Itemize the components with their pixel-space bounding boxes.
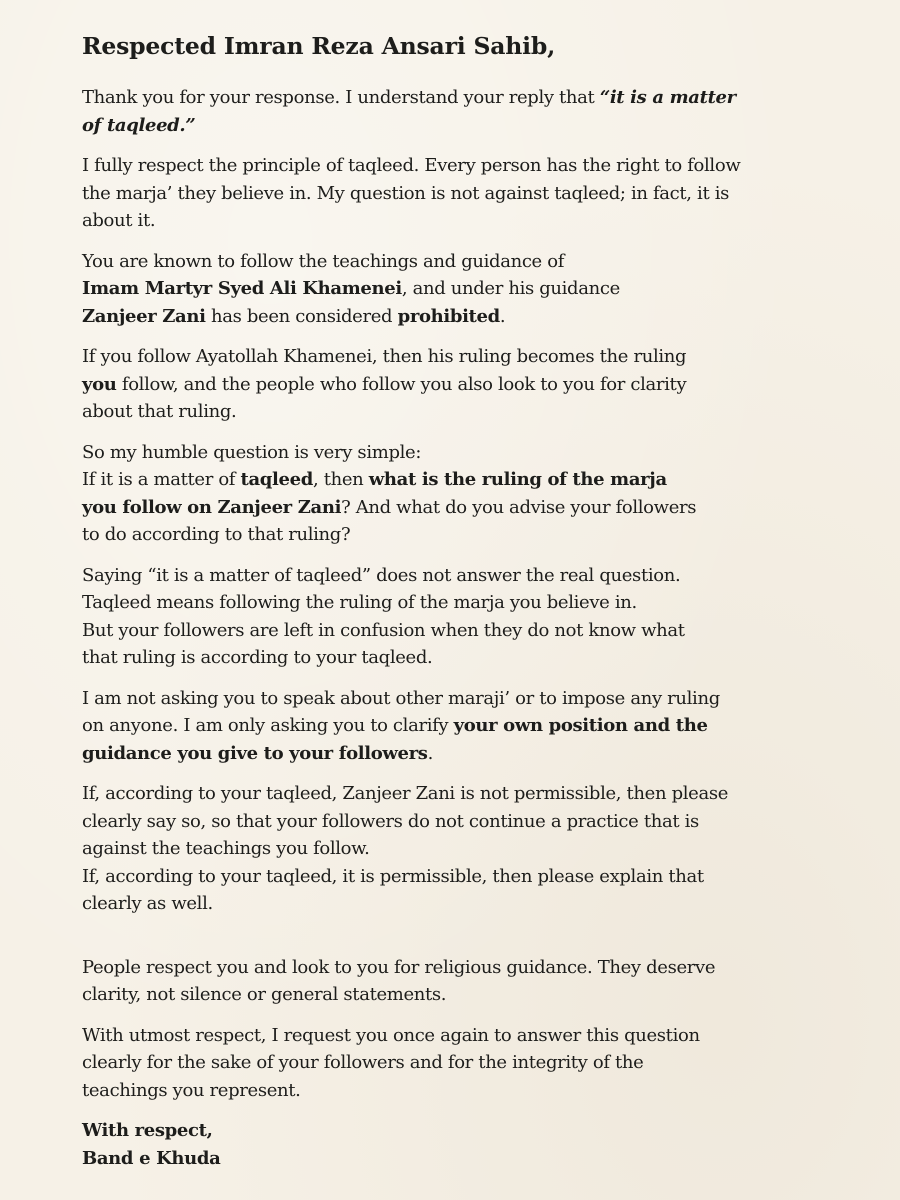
line: Taqleed means following the ruling of the marja you believe in. — [82, 592, 637, 613]
paragraph-follow-ruling — [82, 343, 820, 426]
line: You are known to follow the teachings and guidance of — [82, 250, 565, 272]
line: against the teachings you follow. — [82, 838, 370, 859]
line: the marja’ they believe in. My question is not against taqleed; in fact, it is — [82, 182, 729, 204]
line: I am not asking you to speak about other maraji’ or to impose any ruling — [82, 687, 720, 709]
bold-term: prohibited — [397, 305, 500, 327]
quote-emphasis: of taqleed.” — [82, 114, 196, 136]
line: clearly say so, so that your followers do not continue a practice that is — [82, 810, 699, 832]
paragraph-confusion — [82, 562, 820, 672]
line — [82, 466, 820, 494]
line: If, according to your taqleed, it is permissible, then please explain that — [82, 865, 704, 887]
line — [82, 84, 820, 112]
line: about it. — [82, 210, 156, 231]
line: I fully respect the principle of taqleed. Every person has the right to follow — [82, 155, 741, 176]
bold-question: what is the ruling of the marja — [368, 469, 667, 490]
paragraph-question — [82, 439, 820, 549]
salutation: Respected Imran Reza Ansari Sahib, — [82, 32, 556, 60]
signature-name: Band e Khuda — [82, 1148, 221, 1169]
line: clearly for the sake of your followers and for the integrity of the — [82, 1052, 644, 1073]
text: ? And what do you advise your followers — [341, 496, 697, 518]
paragraph-respect-taqleed — [82, 152, 820, 235]
line: clarity, not silence or general statements. — [82, 984, 447, 1005]
text: has been considered — [205, 305, 398, 327]
text: , then — [312, 469, 369, 490]
line — [82, 712, 820, 740]
paragraph-thanks — [82, 84, 820, 139]
line: If, according to your taqleed, Zanjeer Zani is not permissible, then please — [82, 783, 729, 804]
line: Saying “it is a matter of taqleed” does not answer the real question. — [82, 564, 681, 586]
line: With utmost respect, I request you once again to answer this question — [82, 1024, 700, 1046]
closing-signature — [82, 1117, 820, 1173]
text: . — [427, 742, 433, 764]
paragraph-permissibility — [82, 780, 820, 918]
text: follow, and the people who follow you also look to you for clarity — [116, 373, 687, 395]
paragraph-request — [82, 1022, 820, 1105]
line — [82, 740, 820, 768]
line: that ruling is according to your taqleed. — [82, 647, 433, 668]
line: People respect you and look to you for religious guidance. They deserve — [82, 956, 716, 978]
text: , and under his guidance — [401, 278, 620, 299]
line: But your followers are left in confusion when they do not know what — [82, 619, 685, 641]
bold-term: taqleed — [240, 469, 313, 490]
text: on anyone. I am only asking you to clarify — [82, 715, 454, 736]
quote-emphasis: “it is a matter — [599, 87, 736, 108]
line — [82, 494, 820, 522]
closing-line: With respect, — [82, 1120, 213, 1141]
bold-phrase: your own position and the — [453, 715, 708, 736]
line: teachings you represent. — [82, 1079, 301, 1101]
bold-question: you follow on Zanjeer Zani — [82, 496, 342, 518]
text: . — [499, 305, 506, 327]
paragraph-guidance — [82, 248, 820, 331]
line: If you follow Ayatollah Khamenei, then his ruling becomes the ruling — [82, 346, 687, 367]
line: So my humble question is very simple: — [82, 441, 422, 463]
text: If it is a matter of — [82, 469, 241, 490]
paragraph-clarify — [82, 685, 820, 768]
bold-name: Imam Martyr Syed Ali Khamenei — [82, 278, 402, 299]
bold-phrase: guidance you give to your followers — [82, 742, 428, 764]
line: clearly as well. — [82, 893, 213, 914]
line: to do according to that ruling? — [82, 524, 351, 545]
text: Thank you for your response. I understand your reply that — [82, 87, 600, 108]
line: about that ruling. — [82, 401, 237, 422]
line — [82, 371, 820, 399]
paragraph-people-respect — [82, 954, 820, 1009]
bold-term: you — [82, 373, 117, 395]
line — [82, 303, 820, 331]
line — [82, 275, 820, 303]
bold-term: Zanjeer Zani — [82, 305, 206, 327]
